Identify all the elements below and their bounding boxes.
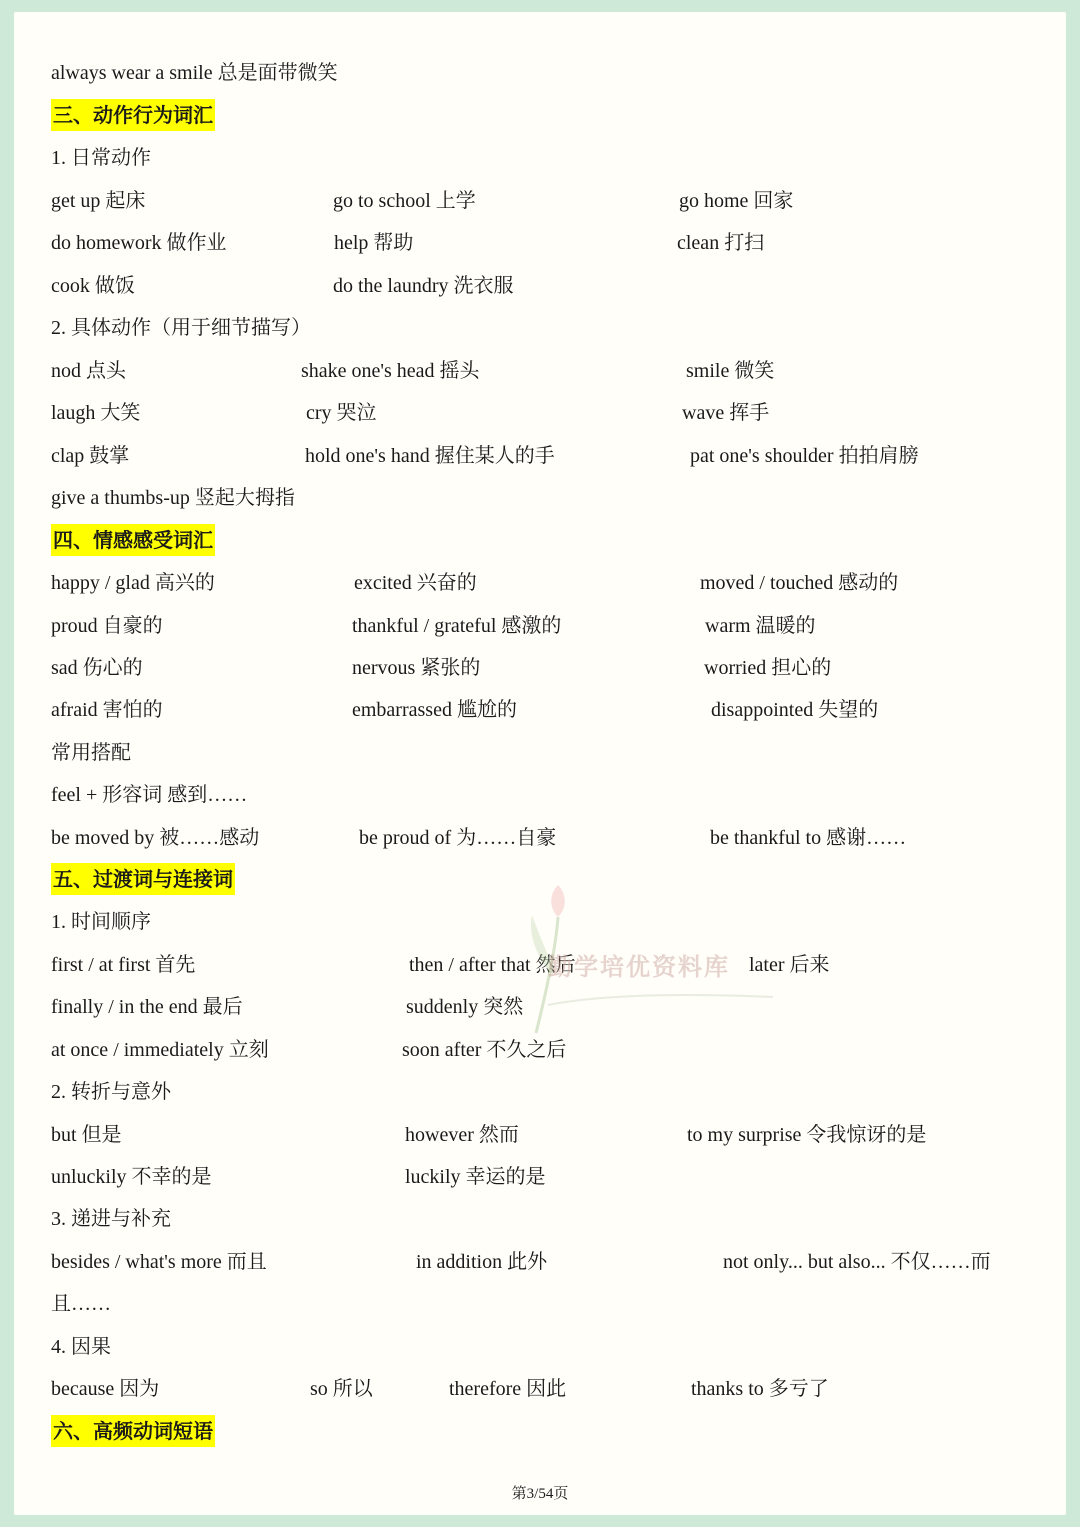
vocab-item: sad 伤心的	[51, 657, 143, 679]
vocab-item: smile 微笑	[686, 360, 775, 382]
subheading: 1. 时间顺序	[51, 911, 151, 933]
vocab-item: do the laundry 洗衣服	[333, 275, 514, 297]
vocab-item: because 因为	[51, 1378, 160, 1400]
vocab-item: be thankful to 感谢……	[710, 827, 907, 849]
vocab-item: at once / immediately 立刻	[51, 1039, 269, 1061]
vocab-item: cook 做饭	[51, 275, 135, 297]
text-line: feel + 形容词 感到……	[51, 784, 248, 806]
vocab-item: moved / touched 感动的	[700, 572, 899, 594]
vocab-item: nervous 紧张的	[352, 657, 481, 679]
vocab-item: soon after 不久之后	[402, 1039, 567, 1061]
vocab-item: help 帮助	[334, 232, 414, 254]
vocab-item: go to school 上学	[333, 190, 476, 212]
section-heading: 五、过渡词与连接词	[51, 863, 235, 895]
vocab-item: not only... but also... 不仅……而	[723, 1251, 991, 1273]
vocab-item: be proud of 为……自豪	[359, 827, 557, 849]
vocab-item: disappointed 失望的	[711, 699, 879, 721]
vocab-item: clap 鼓掌	[51, 445, 130, 467]
vocab-item: excited 兴奋的	[354, 572, 477, 594]
vocab-item: clean 打扫	[677, 232, 765, 254]
subheading: 1. 日常动作	[51, 147, 151, 169]
vocab-item: to my surprise 令我惊讶的是	[687, 1124, 927, 1146]
vocab-item: afraid 害怕的	[51, 699, 163, 721]
vocab-item: therefore 因此	[449, 1378, 567, 1400]
vocab-item: pat one's shoulder 拍拍肩膀	[690, 445, 919, 467]
vocab-item: get up 起床	[51, 190, 146, 212]
section-heading: 六、高频动词短语	[51, 1415, 215, 1447]
vocab-item: happy / glad 高兴的	[51, 572, 215, 594]
vocab-item: first / at first 首先	[51, 954, 196, 976]
vocab-item: thanks to 多亏了	[691, 1378, 829, 1400]
watermark	[518, 885, 778, 1035]
vocab-item: embarrassed 尴尬的	[352, 699, 517, 721]
subheading: 2. 具体动作（用于细节描写）	[51, 317, 311, 339]
vocab-item: worried 担心的	[704, 657, 832, 679]
vocab-item: in addition 此外	[416, 1251, 548, 1273]
vocab-item: do homework 做作业	[51, 232, 227, 254]
section-heading: 三、动作行为词汇	[51, 99, 215, 131]
vocab-item: cry 哭泣	[306, 402, 377, 424]
vocab-item: laugh 大笑	[51, 402, 141, 424]
subheading: 2. 转折与意外	[51, 1081, 171, 1103]
vocab-item: finally / in the end 最后	[51, 996, 243, 1018]
vocab-item: be moved by 被……感动	[51, 827, 260, 849]
text-line: give a thumbs-up 竖起大拇指	[51, 487, 295, 509]
subheading: 3. 递进与补充	[51, 1208, 171, 1230]
vocab-item: shake one's head 摇头	[301, 360, 480, 382]
vocab-item: however 然而	[405, 1124, 519, 1146]
vocab-item: go home 回家	[679, 190, 794, 212]
vocab-item: luckily 幸运的是	[405, 1166, 546, 1188]
vocab-item: but 但是	[51, 1124, 122, 1146]
vocab-item: then / after that 然后	[409, 954, 576, 976]
vocab-item: warm 温暖的	[705, 615, 816, 637]
text-line: 且……	[51, 1293, 111, 1315]
vocab-item: nod 点头	[51, 360, 126, 382]
subheading: 常用搭配	[51, 742, 131, 764]
vocab-item: thankful / grateful 感激的	[352, 615, 562, 637]
section-heading: 四、情感感受词汇	[51, 524, 215, 556]
vocab-item: wave 挥手	[682, 402, 770, 424]
vocab-item: so 所以	[310, 1378, 373, 1400]
vocab-item: besides / what's more 而且	[51, 1251, 267, 1273]
page-number: 第3/54页	[511, 1486, 569, 1502]
vocab-item: suddenly 突然	[406, 996, 524, 1018]
subheading: 4. 因果	[51, 1336, 111, 1358]
vocab-item: later 后来	[749, 954, 830, 976]
text-line: always wear a smile 总是面带微笑	[51, 62, 338, 84]
watermark-text: 勤学培优资料库	[548, 953, 730, 981]
vocab-item: unluckily 不幸的是	[51, 1166, 212, 1188]
vocab-item: hold one's hand 握住某人的手	[305, 445, 555, 467]
vocab-item: proud 自豪的	[51, 615, 163, 637]
